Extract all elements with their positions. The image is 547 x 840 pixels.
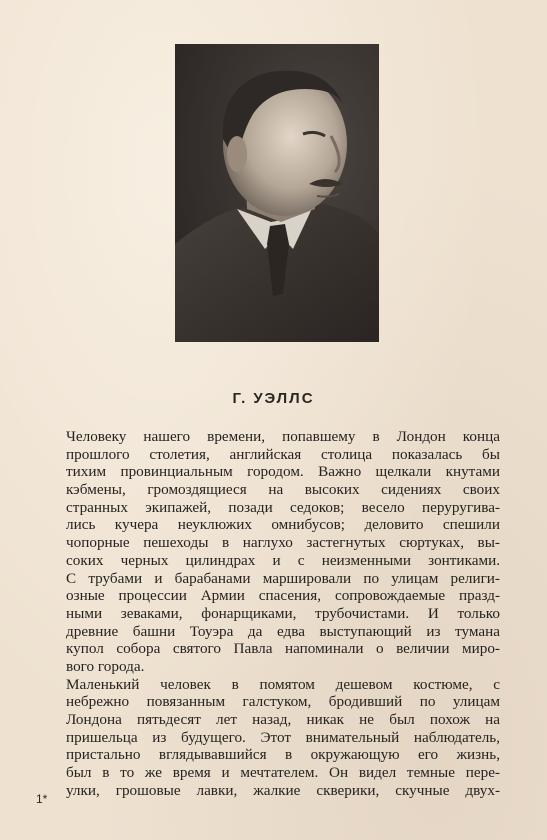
portrait-image: [175, 44, 379, 342]
text-line: пристально вглядывавшийся в окружающую его жизнь,: [66, 746, 500, 764]
text-line: улки, грошовые лавки, жалкие скверики, скучные двух-: [66, 781, 500, 799]
text-line: пришельца из будущего. Этот внимательный наблюдатель,: [66, 728, 500, 746]
text-line: соких черных цилиндрах и с неизменными зонтиками.: [66, 551, 500, 569]
body-text: [66, 428, 500, 799]
text-line: Маленький человек в помятом дешевом костюме, с: [66, 675, 500, 693]
text-line: вого города.: [66, 657, 145, 675]
author-portrait-photo: [175, 44, 379, 342]
text-line: озные процессии Армии спасения, сопровождаемые празд-: [66, 587, 500, 605]
text-line: древние башни Тоуэра да едва выступающий из тумана: [66, 622, 500, 640]
page-signature-mark: 1*: [36, 792, 48, 806]
text-line: Человеку нашего времени, попавшему в Лондон конца: [66, 428, 500, 445]
text-line: лись кучера неуклюжих омнибусов; деловито спешили: [66, 516, 500, 534]
text-line: был в то же время и мечтателем. Он видел темные пере-: [66, 764, 500, 782]
text-line: ными зеваками, фонарщиками, трубочистами. И только: [66, 604, 500, 622]
text-line: небрежно повязанным галстуком, бродивший по улицам: [66, 693, 500, 711]
text-line: С трубами и барабанами маршировали по улицам религи-: [66, 569, 500, 587]
text-line: тихим провинциальным городом. Важно щелкали кнутами: [66, 463, 500, 481]
author-heading: Г. УЭЛЛС: [232, 390, 315, 407]
text-line: Лондона пятьдесят лет назад, никак не был похож на: [66, 711, 500, 728]
text-line: кэбмены, громоздящиеся на высоких сидениях своих: [66, 481, 500, 499]
text-line: купол собора святого Павла напоминали о величии миро-: [66, 640, 500, 658]
text-line: чопорные пешеходы в наглухо застегнутых сюртуках, вы-: [66, 534, 500, 552]
text-line: прошлого столетия, английская столица показалась бы: [66, 445, 500, 463]
text-line: странных экипажей, позади седоков; весело перуругива-: [66, 498, 500, 516]
